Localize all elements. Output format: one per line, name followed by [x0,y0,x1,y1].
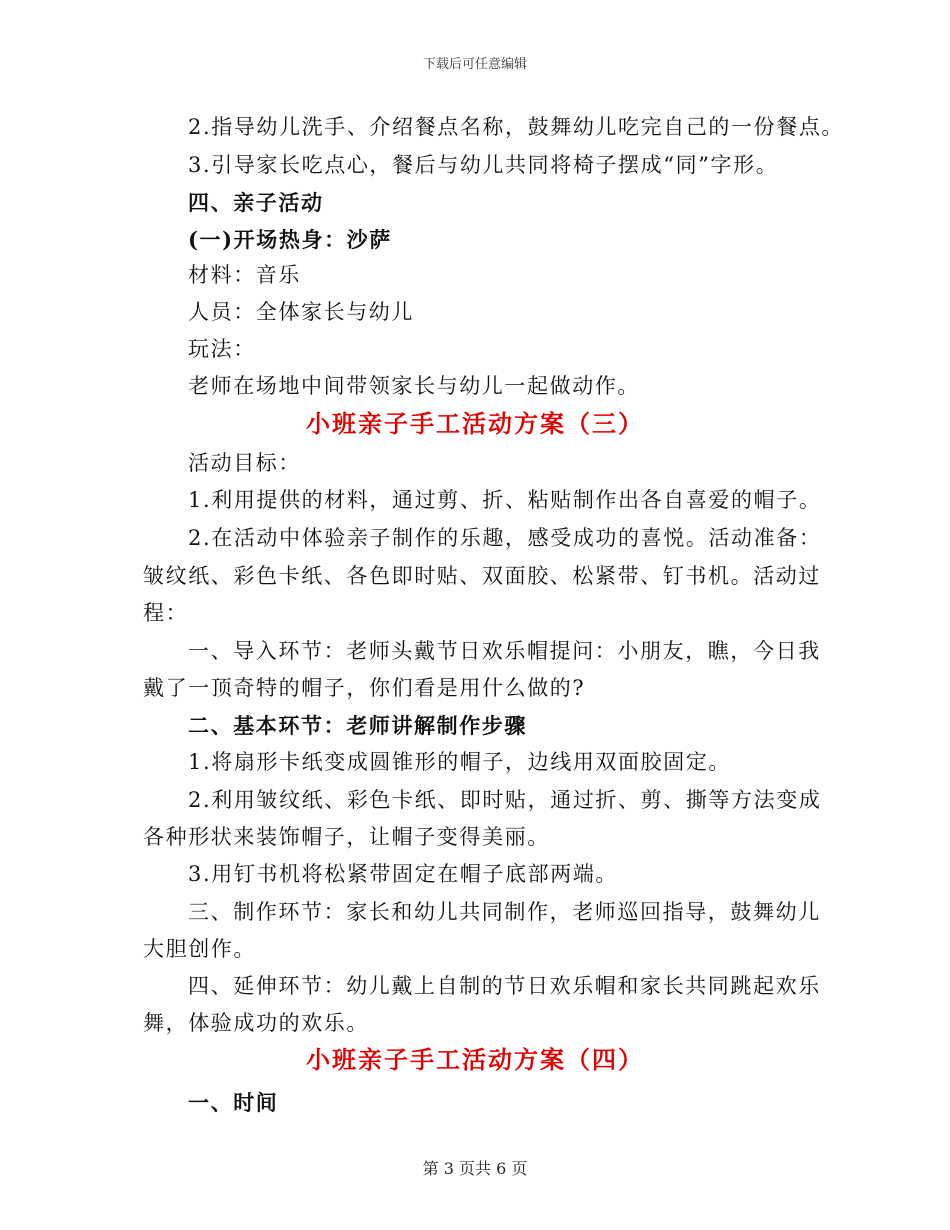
page-header-note: 下载后可任意编辑 [422,57,527,72]
section-heading: 二、基本环节：老师讲解制作步骤 [188,713,527,738]
paragraph-line: 程： [143,601,189,625]
paragraph-line: 大胆创作。 [143,937,256,961]
page-footer: 第 3 页共 6 页 [422,1159,528,1178]
paragraph-line: 1.利用提供的材料，通过剪、折、粘贴制作出各自喜爱的帽子。 [188,488,822,512]
paragraph-line: 皱纹纸、彩色卡纸、各色即时贴、双面胶、松紧带、钉书机。活动过 [143,564,821,588]
paragraph-line: 戴了一顶奇特的帽子，你们看是用什么做的? [143,676,586,700]
paragraph-line: 2.利用皱纹纸、彩色卡纸、即时贴，通过折、剪、撕等方法变成 [188,788,822,812]
paragraph-line: 三、制作环节：家长和幼儿共同制作，老师巡回指导，鼓舞幼儿 [188,900,821,924]
paragraph-line: 2.指导幼儿洗手、介绍餐点名称，鼓舞幼儿吃完自己的一份餐点。 [188,115,845,139]
paragraph-line: 人员：全体家长与幼儿 [188,300,414,324]
paragraph-line: 2.在活动中体验亲子制作的乐趣，感受成功的喜悦。活动准备： [188,526,822,550]
paragraph-line: 四、延伸环节：幼儿戴上自制的节日欢乐帽和家长共同跳起欢乐 [188,974,821,998]
section-title: 小班亲子手工活动方案（四） [306,1045,644,1074]
paragraph-line: 材料：音乐 [188,263,301,287]
paragraph-line: 3.引导家长吃点心，餐后与幼儿共同将椅子摆成“同”字形。 [188,153,779,177]
paragraph-line: 各种形状来装饰帽子，让帽子变得美丽。 [143,825,550,849]
paragraph-line: 玩法： [188,337,256,361]
section-heading: 四、亲子活动 [188,190,324,215]
subsection-heading: (一)开场热身：沙萨 [188,227,392,252]
paragraph-line: 1.将扇形卡纸变成圆锥形的帽子，边线用双面胶固定。 [188,750,732,774]
paragraph-line: 舞，体验成功的欢乐。 [143,1011,369,1035]
section-title: 小班亲子手工活动方案（三） [306,409,644,438]
paragraph-line: 一、导入环节：老师头戴节日欢乐帽提问：小朋友，瞧，今日我 [188,639,821,663]
paragraph-line: 活动目标： [188,451,301,475]
paragraph-line: 3.用钉书机将松紧带固定在帽子底部两端。 [188,862,619,886]
paragraph-line: 老师在场地中间带领家长与幼儿一起做动作。 [188,374,640,398]
section-heading: 一、时间 [188,1090,279,1115]
